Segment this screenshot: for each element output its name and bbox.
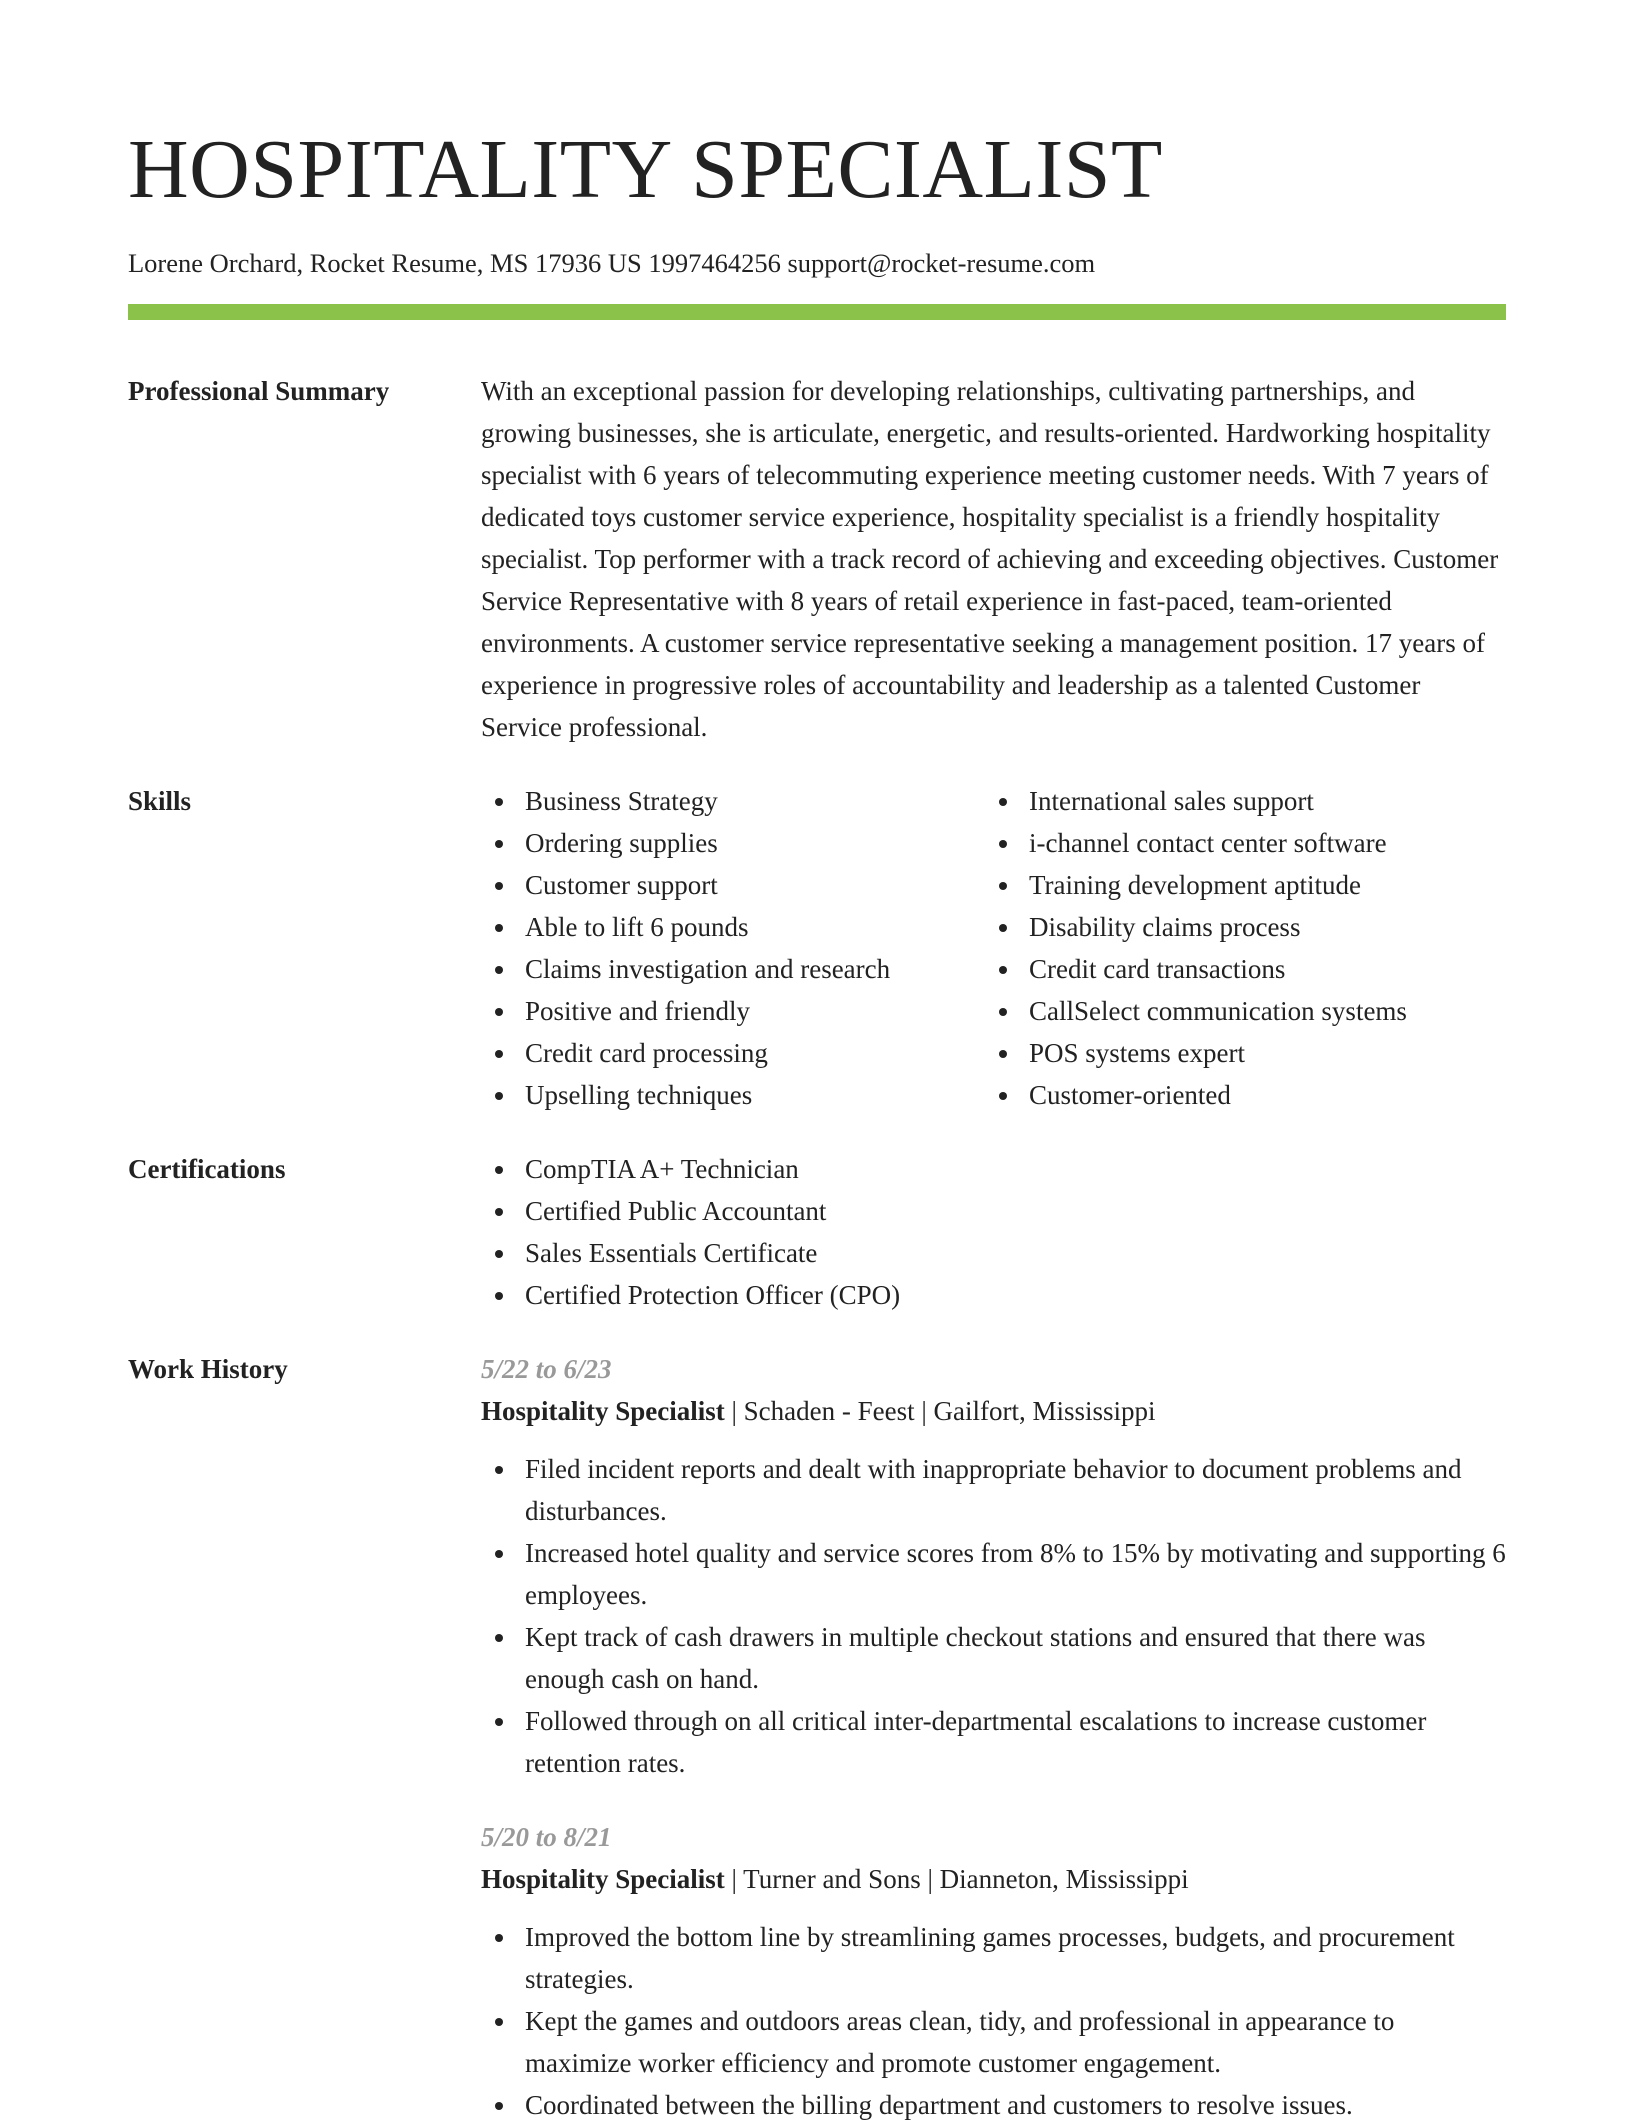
skill-item: Ordering supplies <box>481 822 985 864</box>
skill-item: Upselling techniques <box>481 1074 985 1116</box>
job-bullet: Filed incident reports and dealt with inappropriate behavior to document problems and disturbances. <box>481 1448 1506 1532</box>
work-history-section <box>128 1348 1506 2126</box>
summary-section <box>128 370 1506 748</box>
job-title: Hospitality Specialist <box>481 1396 725 1426</box>
skill-item: Claims investigation and research <box>481 948 985 990</box>
skill-item: Disability claims process <box>985 906 1506 948</box>
skills-columns <box>481 780 1506 1116</box>
skill-item: POS systems expert <box>985 1032 1506 1074</box>
certification-item: CompTIA A+ Technician <box>481 1148 1506 1190</box>
contact-line: Lorene Orchard, Rocket Resume, MS 17936 US 1997464256 support@rocket-resume.com <box>128 248 1096 278</box>
skill-item: Customer-oriented <box>985 1074 1506 1116</box>
summary-label: Professional Summary <box>128 376 390 406</box>
certification-item: Certified Public Accountant <box>481 1190 1506 1232</box>
job-entry <box>481 1816 1506 2126</box>
job-dates: 5/20 to 8/21 <box>481 1822 612 1852</box>
job-bullet: Kept track of cash drawers in multiple checkout stations and ensured that there was enough cash on hand. <box>481 1616 1506 1700</box>
certification-item: Sales Essentials Certificate <box>481 1232 1506 1274</box>
skills-section <box>128 780 1506 1116</box>
job-bullet: Coordinated between the billing department and customers to resolve issues. <box>481 2084 1506 2126</box>
certifications-body <box>481 1148 1506 1316</box>
resume-page <box>128 0 1506 2126</box>
header-divider <box>128 304 1506 320</box>
job-bullet: Kept the games and outdoors areas clean, tidy, and professional in appearance to maximize worker efficiency and promote customer engagement. <box>481 2000 1506 2084</box>
job-heading <box>481 1390 1506 1432</box>
skill-item: Positive and friendly <box>481 990 985 1032</box>
certifications-section <box>128 1148 1506 1316</box>
resume-title: HOSPITALITY SPECIALIST <box>128 123 1163 216</box>
certifications-list <box>481 1148 1506 1316</box>
certification-item: Certified Protection Officer (CPO) <box>481 1274 1506 1316</box>
skill-item: International sales support <box>985 780 1506 822</box>
skill-item: Able to lift 6 pounds <box>481 906 985 948</box>
skill-item: Credit card transactions <box>985 948 1506 990</box>
job-bullet: Increased hotel quality and service scores from 8% to 15% by motivating and supporting 6 employees. <box>481 1532 1506 1616</box>
skills-label: Skills <box>128 786 192 816</box>
skill-item: Customer support <box>481 864 985 906</box>
skills-list-left <box>481 780 985 1116</box>
certifications-label: Certifications <box>128 1154 286 1184</box>
job-details: | Schaden - Feest | Gailfort, Mississippi <box>724 1396 1156 1426</box>
job-title: Hospitality Specialist <box>481 1864 725 1894</box>
skill-item: Credit card processing <box>481 1032 985 1074</box>
skills-list-right <box>985 780 1506 1116</box>
summary-text: With an exceptional passion for developing relationships, cultivating partnerships, and growing businesses, she is articulate, energetic, and results-oriented. Hardworking hospitality specialist with 6 years of telecommuting experience meeting customer needs. With 7 years of dedicated toys customer service experience, hospitality specialist is a friendly hospitality specialist. Top performer with a track record of achieving and exceeding objectives. Customer Service Representative with 8 years of retail experience in fast-paced, team-oriented environments. A customer service representative seeking a management position. 17 years of experience in progressive roles of accountability and leadership as a talented Customer Service professional. <box>481 376 1499 742</box>
skill-item: i-channel contact center software <box>985 822 1506 864</box>
work-history-body <box>481 1348 1506 2126</box>
job-bullets <box>481 1448 1506 1784</box>
job-heading <box>481 1858 1506 1900</box>
work-history-label: Work History <box>128 1354 288 1384</box>
job-bullet: Followed through on all critical inter-departmental escalations to increase customer retention rates. <box>481 1700 1506 1784</box>
skill-item: Training development aptitude <box>985 864 1506 906</box>
skill-item: CallSelect communication systems <box>985 990 1506 1032</box>
job-dates: 5/22 to 6/23 <box>481 1354 612 1384</box>
job-entry <box>481 1348 1506 1784</box>
job-bullet: Improved the bottom line by streamlining games processes, budgets, and procurement strategies. <box>481 1916 1506 2000</box>
job-details: | Turner and Sons | Dianneton, Mississippi <box>724 1864 1189 1894</box>
skill-item: Business Strategy <box>481 780 985 822</box>
job-bullets <box>481 1916 1506 2126</box>
